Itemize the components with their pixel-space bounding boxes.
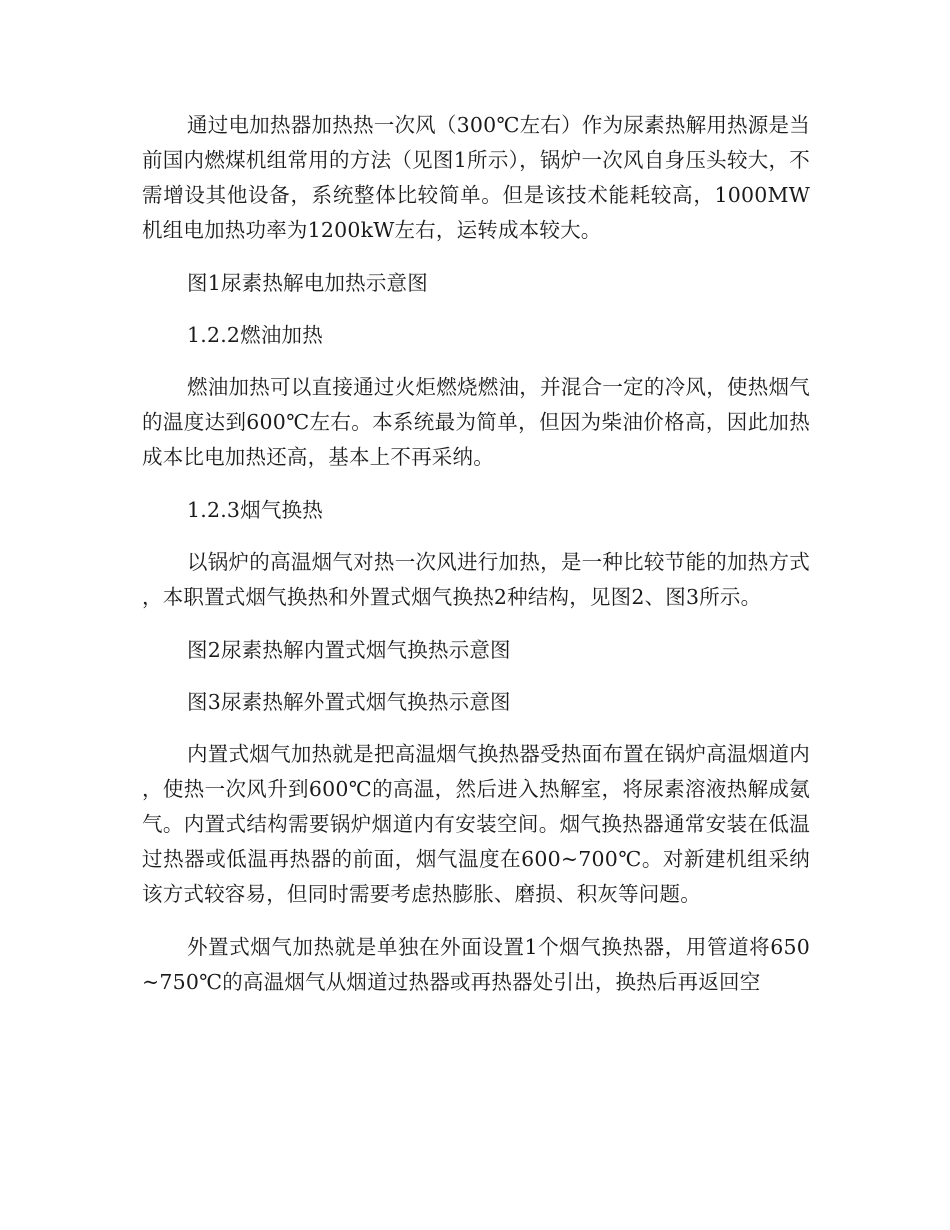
figure-caption-1: 图1尿素热解电加热示意图 — [187, 271, 428, 295]
paragraph-electric-heating: 通过电加热器加热热一次风（300℃左右）作为尿素热解用热源是当前国内燃煤机组常用的方法（见图1所示），锅炉一次风自身压头较大，不需增设其他设备，系统整体比较简单。但是该技术能耗较高，1000MW机组电加热功率为1200kW左右，运转成本较大。 — [142, 113, 810, 242]
paragraph-oil-heating: 燃油加热可以直接通过火炬燃烧燃油，并混合一定的冷风，使热烟气的温度达到600℃左右。本系统最为简单，但因为柴油价格高，因此加热成本比电加热还高，基本上不再采纳。 — [142, 375, 810, 469]
figure-caption-3: 图3尿素热解外置式烟气换热示意图 — [187, 690, 511, 714]
paragraph-flue-gas-heat-exchange: 以锅炉的高温烟气对热一次风进行加热，是一种比较节能的加热方式，本职置式烟气换热和外置式烟气换热2种结构，见图2、图3所示。 — [142, 550, 810, 609]
section-heading-1-2-2: 1.2.2燃油加热 — [187, 323, 323, 347]
figure-caption-2: 图2尿素热解内置式烟气换热示意图 — [187, 638, 511, 662]
paragraph-internal-heating: 内置式烟气加热就是把高温烟气换热器受热面布置在锅炉高温烟道内，使热一次风升到600℃的高温，然后进入热解室，将尿素溶液热解成氨气。内置式结构需要锅炉烟道内有安装空间。烟气换热器通常安装在低温过热器或低温再热器的前面，烟气温度在600~700℃。对新建机组采纳该方式较容易，但同时需要考虑热膨胀、磨损、积灰等问题。 — [142, 742, 810, 906]
paragraph-external-heating: 外置式烟气加热就是单独在外面设置1个烟气换热器，用管道将650~750℃的高温烟气从烟道过热器或再热器处引出，换热后再返回空 — [142, 935, 810, 994]
section-heading-1-2-3: 1.2.3烟气换热 — [187, 498, 323, 522]
document-body — [142, 108, 810, 1000]
